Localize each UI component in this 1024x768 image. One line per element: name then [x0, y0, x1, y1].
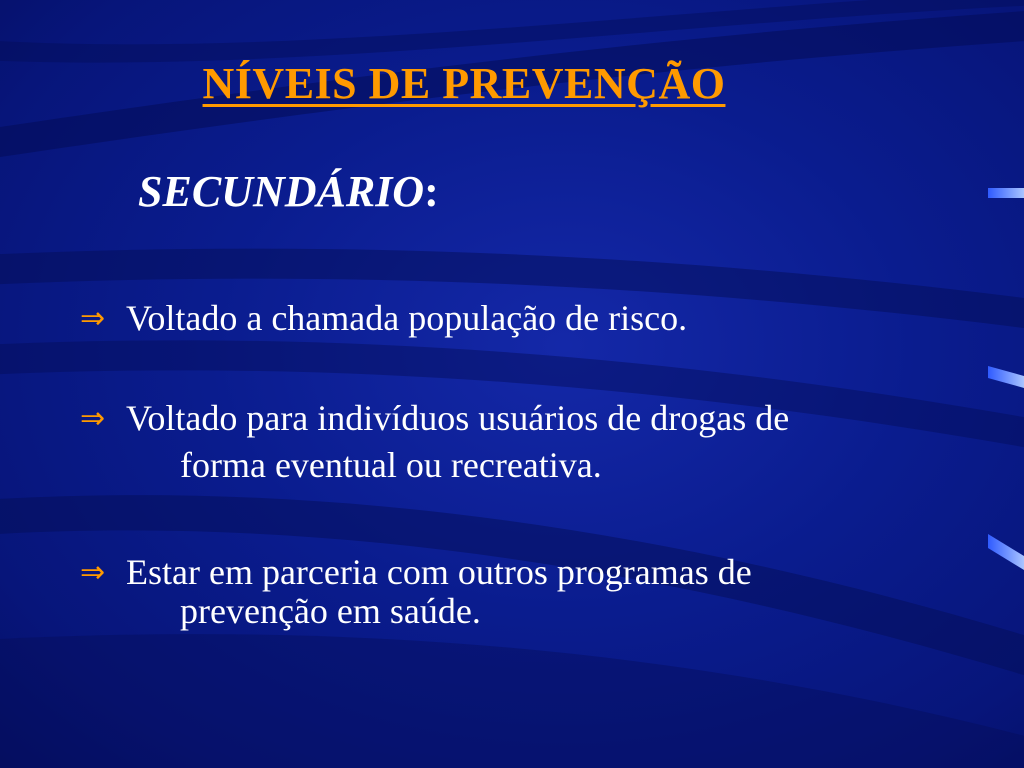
- slide-title: NÍVEIS DE PREVENÇÃO: [202, 59, 726, 108]
- edge-tick: [988, 188, 1024, 198]
- edge-tick: [988, 534, 1024, 570]
- bullet-text: Voltado a chamada população de risco.: [126, 298, 688, 338]
- bullet-item: [80, 394, 980, 489]
- subtitle-text: SECUNDÁRIO: [138, 167, 425, 216]
- double-arrow-icon: ⇒: [80, 401, 106, 436]
- background-band: [0, 634, 1024, 768]
- edge-tick: [988, 366, 1024, 388]
- bullet-item: [80, 548, 980, 635]
- bullet-text: Estar em parceria com outros programas de: [126, 552, 752, 592]
- double-arrow-icon: ⇒: [80, 301, 106, 336]
- bullet-text-continuation: prevenção em saúde.: [180, 591, 481, 631]
- double-arrow-icon: ⇒: [80, 555, 106, 590]
- subtitle-colon: :: [424, 167, 439, 216]
- bullet-item: [80, 294, 980, 343]
- bullet-text: Voltado para indivíduos usuários de drogas de: [126, 398, 790, 438]
- bullet-text-continuation: forma eventual ou recreativa.: [180, 445, 602, 485]
- slide-subtitle: [138, 166, 439, 217]
